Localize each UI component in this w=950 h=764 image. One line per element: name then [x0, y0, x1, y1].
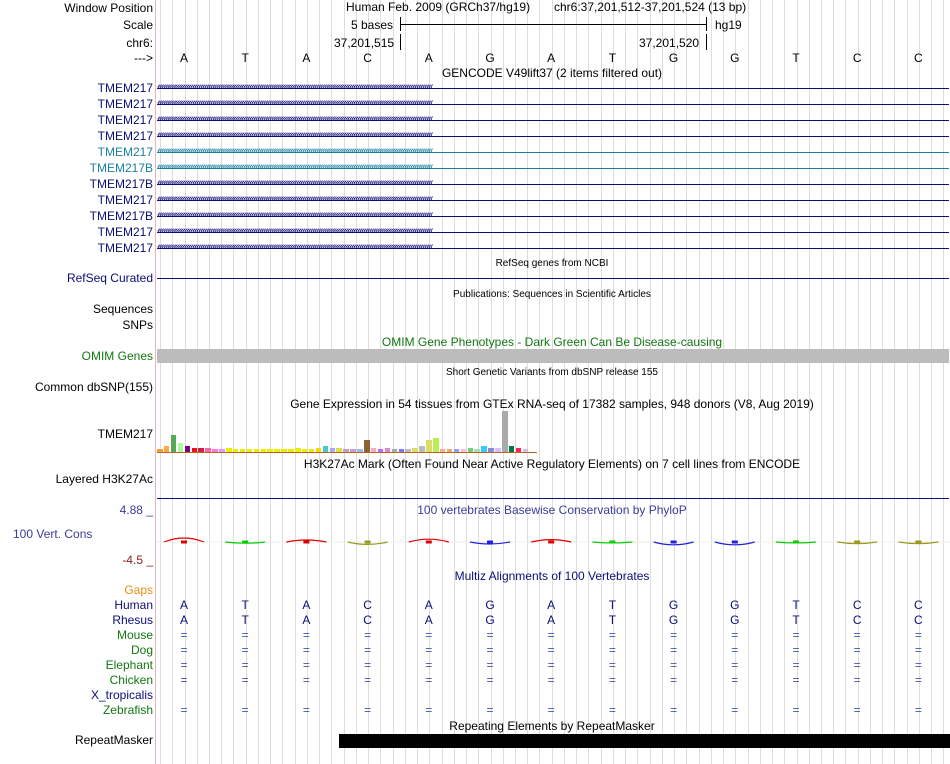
refseq-track-label[interactable]: RefSeq Curated — [66, 271, 153, 285]
species-label[interactable]: Rhesus — [112, 613, 153, 627]
alignment-base: = — [302, 658, 310, 672]
multiz-track-title: Multiz Alignments of 100 Vertebrates — [454, 569, 650, 583]
alignment-base: = — [914, 658, 922, 672]
phylop-min-label: -4.5 _ — [122, 553, 153, 567]
alignment-base: = — [731, 703, 739, 717]
alignment-base: = — [731, 643, 739, 657]
species-label[interactable]: Elephant — [105, 658, 153, 672]
gtex-track-title: Gene Expression in 54 tissues from GTEx RNA-seq of 17382 samples, 948 donors (V8, Aug 2019) — [290, 397, 814, 411]
alignment-base: = — [792, 658, 800, 672]
strand-arrows: ‹‹‹‹‹‹‹‹‹‹‹‹‹‹‹‹‹‹‹‹‹‹‹‹‹‹‹‹‹‹‹‹‹‹‹‹‹‹‹‹‹‹‹‹‹‹‹‹‹‹‹‹‹‹‹‹‹‹‹‹‹‹‹‹‹‹‹‹‹‹‹‹‹‹‹‹‹‹‹‹‹‹‹‹‹‹‹‹‹‹‹‹‹‹‹‹‹‹‹‹‹‹‹‹‹‹‹‹‹‹‹‹‹‹‹‹‹‹‹‹‹‹‹‹‹‹‹‹‹‹‹‹‹‹‹‹‹‹‹‹ — [157, 227, 432, 237]
scale-bar-right-tick — [706, 17, 707, 31]
base-letter: T — [241, 51, 249, 65]
base-letter: A — [302, 51, 311, 65]
alignment-base: = — [364, 658, 372, 672]
gtex-track-label[interactable]: TMEM217 — [97, 427, 153, 441]
alignment-base: A — [424, 613, 433, 627]
h3k27ac-track-title: H3K27Ac Mark (Often Found Near Active Regulatory Elements) on 7 cell lines from ENCODE — [303, 457, 801, 471]
alignment-base: = — [608, 643, 616, 657]
alignment-base: = — [364, 703, 372, 717]
alignment-base: T — [608, 613, 617, 627]
alignment-base: C — [914, 613, 923, 627]
alignment-base: = — [180, 673, 188, 687]
strand-arrows: ‹‹‹‹‹‹‹‹‹‹‹‹‹‹‹‹‹‹‹‹‹‹‹‹‹‹‹‹‹‹‹‹‹‹‹‹‹‹‹‹‹‹‹‹‹‹‹‹‹‹‹‹‹‹‹‹‹‹‹‹‹‹‹‹‹‹‹‹‹‹‹‹‹‹‹‹‹‹‹‹‹‹‹‹‹‹‹‹‹‹‹‹‹‹‹‹‹‹‹‹‹‹‹‹‹‹‹‹‹‹‹‹‹‹‹‹‹‹‹‹‹‹‹‹‹‹‹‹‹‹‹‹‹‹‹‹‹‹‹‹ — [157, 115, 432, 125]
gaps-track-label[interactable]: Gaps — [124, 583, 153, 597]
gencode-transcript-line[interactable] — [157, 243, 949, 253]
alignment-base: = — [853, 673, 861, 687]
gencode-track-title: GENCODE V49lift37 (2 items filtered out) — [441, 66, 663, 80]
snps-track-label[interactable]: SNPs — [122, 318, 153, 332]
strand-arrows: ‹‹‹‹‹‹‹‹‹‹‹‹‹‹‹‹‹‹‹‹‹‹‹‹‹‹‹‹‹‹‹‹‹‹‹‹‹‹‹‹‹‹‹‹‹‹‹‹‹‹‹‹‹‹‹‹‹‹‹‹‹‹‹‹‹‹‹‹‹‹‹‹‹‹‹‹‹‹‹‹‹‹‹‹‹‹‹‹‹‹‹‹‹‹‹‹‹‹‹‹‹‹‹‹‹‹‹‹‹‹‹‹‹‹‹‹‹‹‹‹‹‹‹‹‹‹‹‹‹‹‹‹‹‹‹‹‹‹‹‹ — [157, 163, 432, 173]
gencode-transcript-label[interactable]: TMEM217 — [97, 97, 153, 111]
species-label[interactable]: Zebrafish — [102, 703, 153, 717]
species-label[interactable]: Dog — [130, 643, 153, 657]
alignment-base: = — [792, 703, 800, 717]
publications-track-title: Publications: Sequences in Scientific Articles — [453, 289, 651, 300]
alignment-base: G — [485, 613, 495, 627]
alignment-base: A — [179, 613, 188, 627]
phylop-base-mark — [915, 541, 921, 544]
phylop-base-mark — [426, 541, 432, 544]
base-letter: A — [424, 51, 433, 65]
gencode-transcript-label[interactable]: TMEM217B — [89, 161, 153, 175]
alignment-base: G — [668, 613, 679, 627]
alignment-base: A — [547, 613, 556, 627]
strand-arrows: ‹‹‹‹‹‹‹‹‹‹‹‹‹‹‹‹‹‹‹‹‹‹‹‹‹‹‹‹‹‹‹‹‹‹‹‹‹‹‹‹‹‹‹‹‹‹‹‹‹‹‹‹‹‹‹‹‹‹‹‹‹‹‹‹‹‹‹‹‹‹‹‹‹‹‹‹‹‹‹‹‹‹‹‹‹‹‹‹‹‹‹‹‹‹‹‹‹‹‹‹‹‹‹‹‹‹‹‹‹‹‹‹‹‹‹‹‹‹‹‹‹‹‹‹‹‹‹‹‹‹‹‹‹‹‹‹‹‹‹‹ — [157, 83, 432, 93]
strand-arrows: ‹‹‹‹‹‹‹‹‹‹‹‹‹‹‹‹‹‹‹‹‹‹‹‹‹‹‹‹‹‹‹‹‹‹‹‹‹‹‹‹‹‹‹‹‹‹‹‹‹‹‹‹‹‹‹‹‹‹‹‹‹‹‹‹‹‹‹‹‹‹‹‹‹‹‹‹‹‹‹‹‹‹‹‹‹‹‹‹‹‹‹‹‹‹‹‹‹‹‹‹‹‹‹‹‹‹‹‹‹‹‹‹‹‹‹‹‹‹‹‹‹‹‹‹‹‹‹‹‹‹‹‹‹‹‹‹‹‹‹‹ — [157, 99, 432, 109]
phylop-base-mark — [548, 541, 554, 544]
gencode-transcript-label[interactable]: TMEM217B — [89, 209, 153, 223]
alignment-base: T — [241, 613, 249, 627]
alignment-base: = — [853, 658, 861, 672]
gencode-transcript-label[interactable]: TMEM217 — [97, 113, 153, 127]
gtex-tissue-bar[interactable] — [364, 440, 370, 452]
alignment-base: = — [731, 673, 739, 687]
phylop-base-mark — [303, 541, 309, 544]
alignment-base: C — [363, 613, 372, 627]
scale-text: 5 bases — [351, 18, 394, 32]
alignment-base: = — [914, 673, 922, 687]
gencode-transcript-line[interactable] — [157, 131, 949, 141]
gencode-transcript-line[interactable] — [157, 163, 949, 173]
species-label[interactable]: Chicken — [109, 673, 153, 687]
gencode-transcript-line[interactable] — [157, 227, 949, 237]
alignment-base: = — [547, 643, 555, 657]
phylop-base-mark — [854, 541, 860, 544]
alignment-base: G — [730, 598, 740, 612]
alignment-base: = — [364, 628, 372, 642]
alignment-base: = — [670, 643, 678, 657]
gencode-transcript-label[interactable]: TMEM217B — [89, 177, 153, 191]
alignment-base: = — [241, 673, 249, 687]
alignment-base: = — [914, 628, 922, 642]
alignment-base: T — [792, 613, 800, 627]
species-label[interactable]: Mouse — [116, 628, 153, 642]
alignment-base: = — [670, 703, 678, 717]
alignment-base: = — [670, 658, 678, 672]
strand-arrows: ‹‹‹‹‹‹‹‹‹‹‹‹‹‹‹‹‹‹‹‹‹‹‹‹‹‹‹‹‹‹‹‹‹‹‹‹‹‹‹‹‹‹‹‹‹‹‹‹‹‹‹‹‹‹‹‹‹‹‹‹‹‹‹‹‹‹‹‹‹‹‹‹‹‹‹‹‹‹‹‹‹‹‹‹‹‹‹‹‹‹‹‹‹‹‹‹‹‹‹‹‹‹‹‹‹‹‹‹‹‹‹‹‹‹‹‹‹‹‹‹‹‹‹‹‹‹‹‹‹‹‹‹‹‹‹‹‹‹‹‹ — [157, 131, 432, 141]
omim-feature-bar[interactable] — [157, 349, 949, 363]
gtex-tissue-bar[interactable] — [502, 411, 508, 452]
alignment-base: = — [180, 628, 188, 642]
h3k27ac-track-label[interactable]: Layered H3K27Ac — [55, 472, 153, 486]
gencode-transcript-label[interactable]: TMEM217 — [97, 145, 153, 159]
alignment-base: = — [486, 673, 494, 687]
alignment-base: = — [547, 703, 555, 717]
gencode-transcript-label[interactable]: TMEM217 — [97, 225, 153, 239]
sequences-track-label[interactable]: Sequences — [92, 302, 153, 316]
alignment-base: = — [608, 628, 616, 642]
alignment-base: = — [731, 628, 739, 642]
alignment-base: C — [914, 598, 923, 612]
gtex-tissue-bar[interactable] — [433, 438, 439, 453]
alignment-base: = — [302, 643, 310, 657]
coord-left: 37,201,515 — [334, 36, 395, 50]
alignment-base: = — [486, 628, 494, 642]
gtex-tissue-bar[interactable] — [171, 435, 177, 452]
strand-arrows: ‹‹‹‹‹‹‹‹‹‹‹‹‹‹‹‹‹‹‹‹‹‹‹‹‹‹‹‹‹‹‹‹‹‹‹‹‹‹‹‹‹‹‹‹‹‹‹‹‹‹‹‹‹‹‹‹‹‹‹‹‹‹‹‹‹‹‹‹‹‹‹‹‹‹‹‹‹‹‹‹‹‹‹‹‹‹‹‹‹‹‹‹‹‹‹‹‹‹‹‹‹‹‹‹‹‹‹‹‹‹‹‹‹‹‹‹‹‹‹‹‹‹‹‹‹‹‹‹‹‹‹‹‹‹‹‹‹‹‹‹ — [157, 147, 432, 157]
phylop-base-mark — [609, 541, 615, 544]
alignment-base: = — [180, 643, 188, 657]
gencode-transcript-line[interactable] — [157, 99, 949, 109]
gtex-baseline — [157, 452, 537, 453]
gencode-transcript-line[interactable] — [157, 179, 949, 189]
gencode-transcript-label[interactable]: TMEM217 — [97, 193, 153, 207]
alignment-base: = — [302, 673, 310, 687]
alignment-base: = — [608, 673, 616, 687]
refseq-gene-line[interactable] — [157, 278, 949, 279]
alignment-base: = — [608, 658, 616, 672]
alignment-base: A — [302, 598, 311, 612]
alignment-base: = — [547, 673, 555, 687]
scale-label: Scale — [122, 18, 153, 32]
gtex-tissue-bar[interactable] — [178, 443, 184, 452]
assembly-title: Human Feb. 2009 (GRCh37/hg19) — [346, 0, 531, 14]
alignment-base: = — [486, 703, 494, 717]
alignment-base: A — [179, 598, 188, 612]
base-letter: G — [668, 51, 679, 65]
alignment-base: = — [364, 643, 372, 657]
repeatmasker-element[interactable] — [339, 734, 950, 748]
alignment-base: = — [486, 643, 494, 657]
position-readout[interactable]: chr6:37,201,512-37,201,524 (13 bp) — [554, 0, 747, 14]
scale-bar-left-tick — [400, 17, 401, 31]
phylop-base-mark — [732, 541, 738, 544]
base-letter: C — [363, 51, 372, 65]
species-label[interactable]: X_tropicalis — [90, 688, 153, 702]
alignment-base: = — [425, 628, 433, 642]
strand-arrows: ‹‹‹‹‹‹‹‹‹‹‹‹‹‹‹‹‹‹‹‹‹‹‹‹‹‹‹‹‹‹‹‹‹‹‹‹‹‹‹‹‹‹‹‹‹‹‹‹‹‹‹‹‹‹‹‹‹‹‹‹‹‹‹‹‹‹‹‹‹‹‹‹‹‹‹‹‹‹‹‹‹‹‹‹‹‹‹‹‹‹‹‹‹‹‹‹‹‹‹‹‹‹‹‹‹‹‹‹‹‹‹‹‹‹‹‹‹‹‹‹‹‹‹‹‹‹‹‹‹‹‹‹‹‹‹‹‹‹‹‹ — [157, 243, 432, 253]
gencode-transcript-line[interactable] — [157, 147, 949, 157]
alignment-base: = — [302, 628, 310, 642]
alignment-base: A — [424, 598, 433, 612]
base-letter: G — [730, 51, 740, 65]
repeatmasker-track-title: Repeating Elements by RepeatMasker — [449, 719, 655, 733]
alignment-base: = — [425, 673, 433, 687]
repeatmasker-track-label[interactable]: RepeatMasker — [74, 733, 153, 747]
alignment-base: = — [670, 628, 678, 642]
alignment-base: T — [792, 598, 800, 612]
alignment-base: = — [853, 703, 861, 717]
alignment-base: = — [670, 673, 678, 687]
phylop-base-mark — [793, 541, 799, 544]
gencode-transcript-line[interactable] — [157, 83, 949, 93]
phylop-graph[interactable] — [156, 515, 950, 570]
strand-arrows: ‹‹‹‹‹‹‹‹‹‹‹‹‹‹‹‹‹‹‹‹‹‹‹‹‹‹‹‹‹‹‹‹‹‹‹‹‹‹‹‹‹‹‹‹‹‹‹‹‹‹‹‹‹‹‹‹‹‹‹‹‹‹‹‹‹‹‹‹‹‹‹‹‹‹‹‹‹‹‹‹‹‹‹‹‹‹‹‹‹‹‹‹‹‹‹‹‹‹‹‹‹‹‹‹‹‹‹‹‹‹‹‹‹‹‹‹‹‹‹‹‹‹‹‹‹‹‹‹‹‹‹‹‹‹‹‹‹‹‹‹ — [157, 195, 432, 205]
gtex-tissue-bar[interactable] — [426, 440, 432, 452]
phylop-base-mark — [242, 541, 248, 544]
base-letter: G — [485, 51, 495, 65]
coord-right-tick — [706, 34, 707, 50]
base-letter: T — [792, 51, 800, 65]
track-label-column — [0, 0, 155, 764]
alignment-base: = — [241, 643, 249, 657]
alignment-base: A — [547, 598, 556, 612]
alignment-base: = — [425, 703, 433, 717]
gencode-transcript-line[interactable] — [157, 195, 949, 205]
alignment-base: = — [180, 658, 188, 672]
base-letter: C — [852, 51, 862, 65]
alignment-base: = — [608, 703, 616, 717]
alignment-base: = — [792, 643, 800, 657]
alignment-base: = — [853, 628, 861, 642]
base-letter: A — [179, 51, 188, 65]
alignment-base: = — [364, 673, 372, 687]
window-position-label: Window Position — [64, 1, 153, 15]
phylop-base-mark — [671, 541, 677, 544]
alignment-base: = — [241, 658, 249, 672]
phylop-track-label[interactable]: 100 Vert. Cons — [13, 527, 93, 541]
omim-track-label[interactable]: OMIM Genes — [81, 349, 153, 363]
strand-arrows: ‹‹‹‹‹‹‹‹‹‹‹‹‹‹‹‹‹‹‹‹‹‹‹‹‹‹‹‹‹‹‹‹‹‹‹‹‹‹‹‹‹‹‹‹‹‹‹‹‹‹‹‹‹‹‹‹‹‹‹‹‹‹‹‹‹‹‹‹‹‹‹‹‹‹‹‹‹‹‹‹‹‹‹‹‹‹‹‹‹‹‹‹‹‹‹‹‹‹‹‹‹‹‹‹‹‹‹‹‹‹‹‹‹‹‹‹‹‹‹‹‹‹‹‹‹‹‹‹‹‹‹‹‹‹‹‹‹‹‹‹ — [157, 211, 432, 221]
chr-label: chr6: — [126, 36, 153, 50]
alignment-base: T — [608, 598, 617, 612]
gencode-transcript-line[interactable] — [157, 211, 949, 221]
alignment-base: = — [547, 628, 555, 642]
alignment-base: = — [241, 703, 249, 717]
coord-left-tick — [400, 34, 401, 50]
alignment-base: = — [425, 643, 433, 657]
coord-right: 37,201,520 — [639, 36, 700, 50]
alignment-base: = — [180, 703, 188, 717]
alignment-base: C — [363, 598, 372, 612]
phylop-max-label: 4.88 _ — [119, 503, 153, 517]
h3k27ac-baseline — [157, 498, 949, 499]
base-letter: A — [547, 51, 556, 65]
scale-db: hg19 — [715, 18, 742, 32]
phylop-track-title: 100 vertebrates Basewise Conservation by PhyloP — [417, 503, 687, 517]
alignment-base: C — [852, 613, 862, 627]
alignment-base: = — [731, 658, 739, 672]
alignment-base: = — [486, 658, 494, 672]
alignment-base: = — [302, 703, 310, 717]
alignment-base: = — [241, 628, 249, 642]
alignment-base: = — [792, 673, 800, 687]
alignment-base: = — [425, 658, 433, 672]
gencode-transcript-label[interactable]: TMEM217 — [97, 81, 153, 95]
alignment-base: = — [853, 643, 861, 657]
refseq-track-title: RefSeq genes from NCBI — [495, 258, 609, 269]
strand-arrows: ‹‹‹‹‹‹‹‹‹‹‹‹‹‹‹‹‹‹‹‹‹‹‹‹‹‹‹‹‹‹‹‹‹‹‹‹‹‹‹‹‹‹‹‹‹‹‹‹‹‹‹‹‹‹‹‹‹‹‹‹‹‹‹‹‹‹‹‹‹‹‹‹‹‹‹‹‹‹‹‹‹‹‹‹‹‹‹‹‹‹‹‹‹‹‹‹‹‹‹‹‹‹‹‹‹‹‹‹‹‹‹‹‹‹‹‹‹‹‹‹‹‹‹‹‹‹‹‹‹‹‹‹‹‹‹‹‹‹‹‹ — [157, 179, 432, 189]
alignment-base: A — [302, 613, 311, 627]
alignment-base: G — [485, 598, 495, 612]
alignment-base: G — [668, 598, 679, 612]
base-letter: C — [914, 51, 923, 65]
scale-bar — [400, 24, 706, 25]
base-letter: T — [608, 51, 617, 65]
phylop-base-mark — [181, 541, 187, 544]
gencode-transcript-line[interactable] — [157, 115, 949, 125]
phylop-base-mark — [365, 541, 371, 544]
phylop-base-mark — [487, 541, 493, 544]
gencode-transcript-label[interactable]: TMEM217 — [97, 129, 153, 143]
strand-label: ---> — [134, 51, 153, 65]
alignment-base: = — [914, 643, 922, 657]
omim-track-title: OMIM Gene Phenotypes - Dark Green Can Be Disease-causing — [381, 335, 723, 349]
species-label[interactable]: Human — [114, 598, 153, 612]
dbsnp-track-label[interactable]: Common dbSNP(155) — [34, 380, 153, 394]
alignment-base: G — [730, 613, 740, 627]
gencode-transcript-label[interactable]: TMEM217 — [97, 241, 153, 255]
alignment-base: = — [547, 658, 555, 672]
dbsnp-track-title: Short Genetic Variants from dbSNP release 155 — [446, 367, 658, 378]
alignment-base: = — [914, 703, 922, 717]
alignment-base: T — [241, 598, 249, 612]
alignment-base: C — [852, 598, 862, 612]
alignment-base: = — [792, 628, 800, 642]
